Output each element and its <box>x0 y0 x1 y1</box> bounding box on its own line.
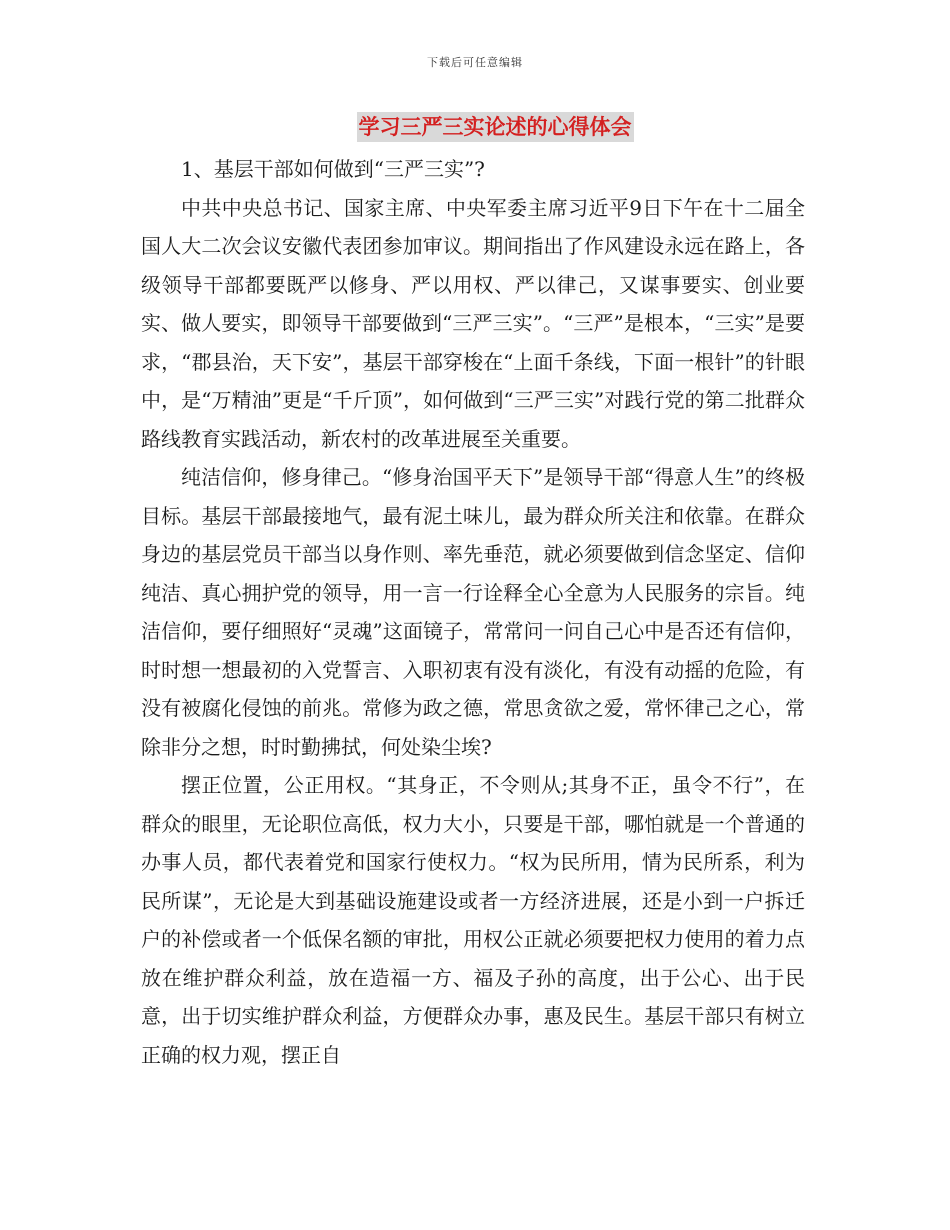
paragraph-heading: 1、基层干部如何做到“三严三实”? <box>181 157 485 181</box>
document-body <box>141 150 805 1074</box>
paragraph: 中共中央总书记、国家主席、中央军委主席习近平9日下午在十二届全国人大二次会议安徽代表团参加审议。期间指出了作风建设永远在路上，各级领导干部都要既严以修身、严以用权、严以律己，又谋事要实、创业要实、做人要实，即领导干部要做到“三严三实”。“三严”是根本，“三实”是要求，“郡县治，天下安”，基层干部穿梭在“上面千条线，下面一根针”的针眼中，是“万精油”更是“千斤顶”，如何做到“三严三实”对践行党的第二批群众路线教育实践活动，新农村的改革进展至关重要。 <box>141 195 805 451</box>
title-container <box>0 112 950 142</box>
header-note: 下载后可任意编辑 <box>427 56 523 69</box>
paragraph: 摆正位置，公正用权。“其身正，不令则从;其身不正，虽令不行”，在群众的眼里，无论职位高低，权力大小，只要是干部，哪怕就是一个普通的办事人员，都代表着党和国家行使权力。“权为民所用，情为民所系，利为民所谋”，无论是大到基础设施建设或者一方经济进展，还是小到一户拆迁户的补偿或者一个低保名额的审批，用权公正就必须要把权力使用的着力点放在维护群众利益，放在造福一方、福及子孙的高度，出于公心、出于民意，出于切实维护群众利益，方便群众办事，惠及民生。基层干部只有树立正确的权力观，摆正自 <box>141 773 805 1067</box>
paragraph: 纯洁信仰，修身律己。“修身治国平天下”是领导干部“得意人生”的终极目标。基层干部最接地气，最有泥土味儿，最为群众所关注和依靠。在群众身边的基层党员干部当以身作则、率先垂范，就必须要做到信念坚定、信仰纯洁、真心拥护党的领导，用一言一行诠释全心全意为人民服务的宗旨。纯洁信仰，要仔细照好“灵魂”这面镜子，常常问一问自己心中是否还有信仰，时时想一想最初的入党誓言、入职初衷有没有淡化，有没有动摇的危险，有没有被腐化侵蚀的前兆。常修为政之德，常思贪欲之爱，常怀律己之心，常除非分之想，时时勤拂拭，何处染尘埃? <box>141 465 805 759</box>
document-title: 学习三严三实论述的心得体会 <box>357 112 634 142</box>
